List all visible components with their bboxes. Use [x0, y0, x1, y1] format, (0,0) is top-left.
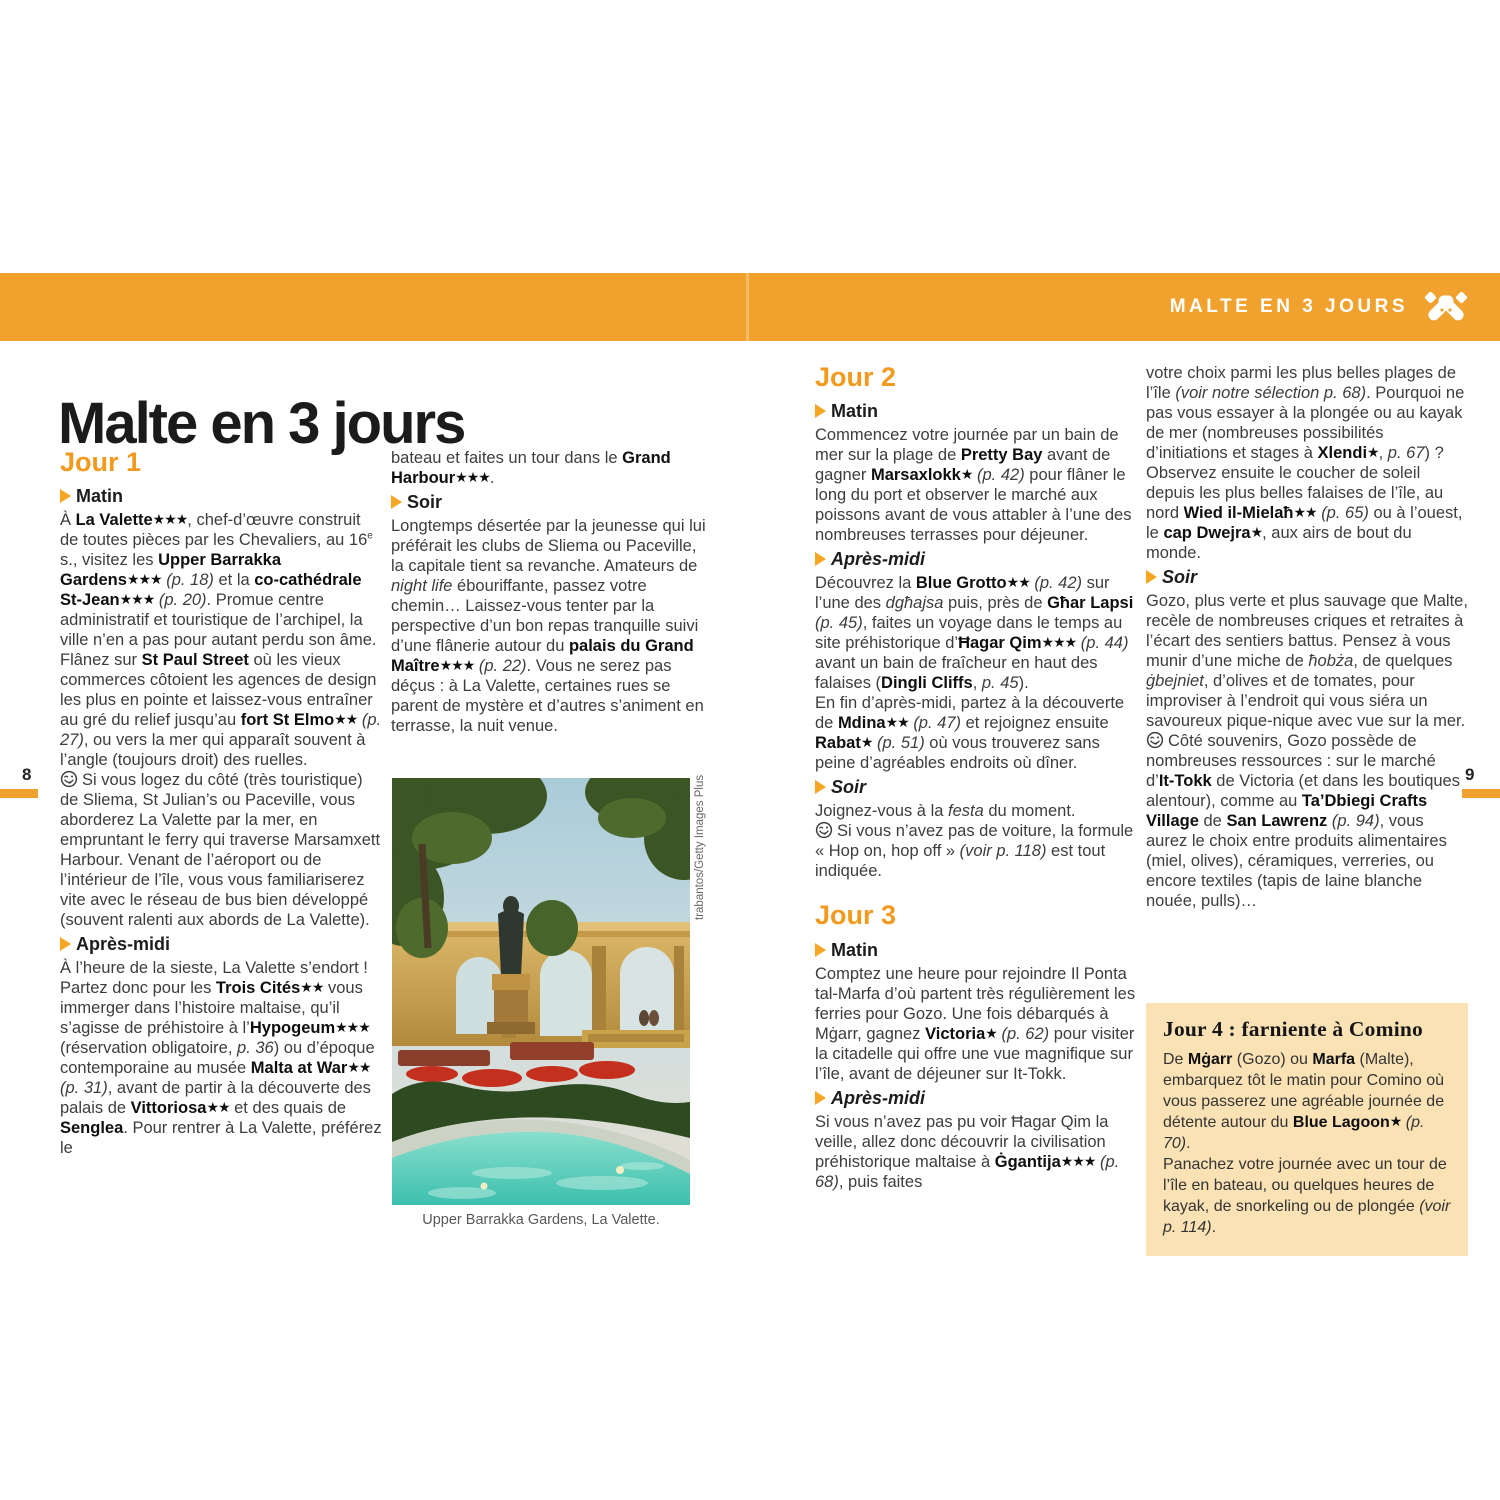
tip-smiley-icon	[815, 821, 833, 839]
day-heading: Jour 2	[815, 362, 897, 392]
page-spine-divider	[746, 273, 749, 341]
triangle-bullet-icon	[815, 1091, 826, 1105]
column-3	[815, 363, 1137, 1192]
paragraph: Comptez une heure pour rejoindre Il Ponta tal-Marfa d’où partent très régulièrement les ferries pour Gozo. Une fois débarqués à Mġarr, gagnez Victoria★ (p. 62) pour visiter la citadelle qui offre une vue magnifique sur l’île, avant de déjeuner sur It-Tokk.	[815, 964, 1136, 1083]
page-title: Malte en 3 jours	[58, 390, 465, 456]
paragraph: bateau et faites un tour dans le Grand Harbour★★★.	[391, 449, 671, 487]
triangle-bullet-icon	[815, 552, 826, 566]
page-number-right: 9	[1465, 765, 1475, 784]
triangle-bullet-icon	[815, 780, 826, 794]
chapter-running-head: MALTE EN 3 JOURS	[1169, 296, 1408, 317]
column-2	[391, 448, 713, 736]
photo-caption: Upper Barrakka Gardens, La Valette.	[422, 1212, 660, 1228]
page-number-left: 8	[22, 765, 32, 784]
page-number-left-bar	[0, 789, 38, 798]
tip-smiley-icon	[1146, 731, 1164, 749]
photo-credit: trabantos/Getty Images Plus	[694, 774, 706, 920]
paragraph: Si vous n’avez pas pu voir Ħagar Qim la veille, allez donc découvrir la civilisation préhistorique maltaise à Ġgantija★★★ (p. 68), puis faites	[815, 1112, 1120, 1191]
tip-smiley-icon	[60, 770, 78, 788]
jour4-box-title: Jour 4 : farniente à Comino	[1163, 1017, 1423, 1041]
chapter-band	[0, 273, 1500, 341]
paragraph: Si vous n’avez pas de voiture, la formule « Hop on, hop off » (voir p. 118) est tout indiquée.	[815, 822, 1134, 881]
paragraph: En fin d’après-midi, partez à la découverte de Mdina★★ (p. 47) et rejoignez ensuite Rabat★ (p. 51) où vous trouverez sans peine d’agréables endroits où dîner.	[815, 694, 1125, 773]
paragraph: Panachez votre journée avec un tour de l’île en bateau, ou quelques heures de kayak, de snorkeling ou de plongée (voir p. 114).	[1163, 1156, 1451, 1236]
section-subhead: Après-midi	[815, 548, 1137, 570]
section-subhead: Soir	[815, 776, 1137, 798]
handshake-icon	[1422, 286, 1470, 328]
jour4-box-body	[1163, 1049, 1451, 1238]
section-subhead: Matin	[815, 939, 1137, 961]
triangle-bullet-icon	[815, 943, 826, 957]
section-subhead: Soir	[1146, 566, 1468, 588]
paragraph: Découvrez la Blue Grotto★★ (p. 42) sur l’une des dgħajsa puis, près de Għar Lapsi (p. 45), faites un voyage dans le temps au site préhistorique d’Ħagar Qim★★★ (p. 44) avant un bain de fraîcheur en haut des falaises (Dingli Cliffs, p. 45).	[815, 574, 1134, 693]
paragraph: Commencez votre journée par un bain de mer sur la plage de Pretty Bay avant de gagner Marsaxlokk★ (p. 42) pour flâner le long du port et observer le marché aux poissons avant de vous attabler à l’une des nombreuses terrasses pour déjeuner.	[815, 426, 1132, 545]
paragraph: Côté souvenirs, Gozo possède de nombreuses ressources : sur le marché d’It-Tokk de Victoria (et dans les boutiques alentour), comme au Ta’Dbiegi Crafts Village de San Lawrenz (p. 94), vous aurez le choix entre produits alimentaires (miel, olives), céramiques, verreries, ou encore textiles (tapis de laine blanche nouée, pulls)…	[1146, 732, 1460, 910]
paragraph: Gozo, plus verte et plus sauvage que Malte, recèle de nombreuses criques et retraites à l’écart des sentiers battus. Pensez à vous munir d’une miche de ħobża, de quelques ġbejniet, d’olives et de tomates, pour improviser à l’endroit qui vous siéra un savoureux pique-nique avec vue sur la mer.	[1146, 592, 1468, 730]
jour4-box	[1146, 1003, 1468, 1256]
paragraph: De Mġarr (Gozo) ou Marfa (Malte), embarquez tôt le matin pour Comino où vous passerez une agréable journée de détente autour du Blue Lagoon★ (p. 70).	[1163, 1051, 1445, 1152]
section-subhead: Soir	[391, 491, 713, 513]
triangle-bullet-icon	[1146, 570, 1157, 584]
triangle-bullet-icon	[815, 404, 826, 418]
column-1	[60, 448, 382, 1158]
paragraph: Si vous logez du côté (très touristique) de Sliema, St Julian’s ou Paceville, vous aborderez La Valette par la mer, en empruntant le ferry qui traverse Marsamxett Harbour. Venant de l’aéroport ou de l’intérieur de l’île, vous vous familiariserez vite avec le réseau de bus bien développé (souvent ralenti aux abords de La Valette).	[60, 771, 381, 930]
day-heading: Jour 3	[815, 900, 897, 931]
paragraph: Longtemps désertée par la jeunesse qui lui préférait les clubs de Sliema ou Paceville, la capitale tient sa revanche. Amateurs de night life ébouriffante, passez votre chemin… Laissez-vous tenter par la perspective d’un bon repas tranquille suivi d’une flânerie autour du palais du Grand Maître★★★ (p. 22). Vous ne serez pas déçus : à La Valette, certaines rues se parent de mystère et d’autres s’animent en terrasse, la nuit venue.	[391, 517, 706, 735]
paragraph: votre choix parmi les plus belles plages de l’île (voir notre sélection p. 68). Pourquoi ne pas vous essayer à la plongée ou au kayak de mer (nombreuses possibilités d’initiations et stages à Xlendi★, p. 67) ? Observez ensuite le coucher de soleil depuis les plus belles falaises de l’île, au nord Wied il-Mielaħ★★ (p. 65) ou à l’ouest, le cap Dwejra★, aux airs de bout du monde.	[1146, 364, 1465, 562]
section-subhead: Après-midi	[815, 1087, 1137, 1109]
day-heading: Jour 1	[60, 447, 142, 477]
paragraph: À l’heure de la sieste, La Valette s’endort ! Partez donc pour les Trois Cités★★ vous immerger dans l’histoire maltaise, qu’il s’agisse de préhistoire à l’Hypogeum★★★ (réservation obligatoire, p. 36) ou d’époque contemporaine au musée Malta at War★★ (p. 31), avant de partir à la découverte des palais de Vittoriosa★★ et des quais de Senglea. Pour rentrer à La Valette, préférez le	[60, 959, 382, 1158]
column-4	[1146, 363, 1468, 911]
triangle-bullet-icon	[60, 489, 71, 503]
triangle-bullet-icon	[60, 937, 71, 951]
paragraph: À La Valette★★★, chef-d’œuvre construit de toutes pièces par les Chevaliers, au 16e s., visitez les Upper Barrakka Gardens★★★ (p. 18) et la co-cathédrale St-Jean★★★ (p. 20). Promue centre administratif et touristique de l’archipel, la ville n’en a pas pour autant perdu son âme. Flânez sur St Paul Street où les vieux commerces côtoient les agences de design les plus en pointe et laissez-vous entraîner au gré du relief jusqu’au fort St Elmo★★ (p. 27), ou vers la mer qui apparaît souvent à l’angle (toujours droit) des ruelles.	[60, 511, 382, 770]
paragraph: Joignez-vous à la festa du moment.	[815, 802, 1076, 821]
triangle-bullet-icon	[391, 495, 402, 509]
upper-barrakka-gardens-photo	[392, 778, 690, 1205]
section-subhead: Matin	[815, 400, 1137, 422]
section-subhead: Après-midi	[60, 933, 382, 955]
section-subhead: Matin	[60, 485, 382, 507]
